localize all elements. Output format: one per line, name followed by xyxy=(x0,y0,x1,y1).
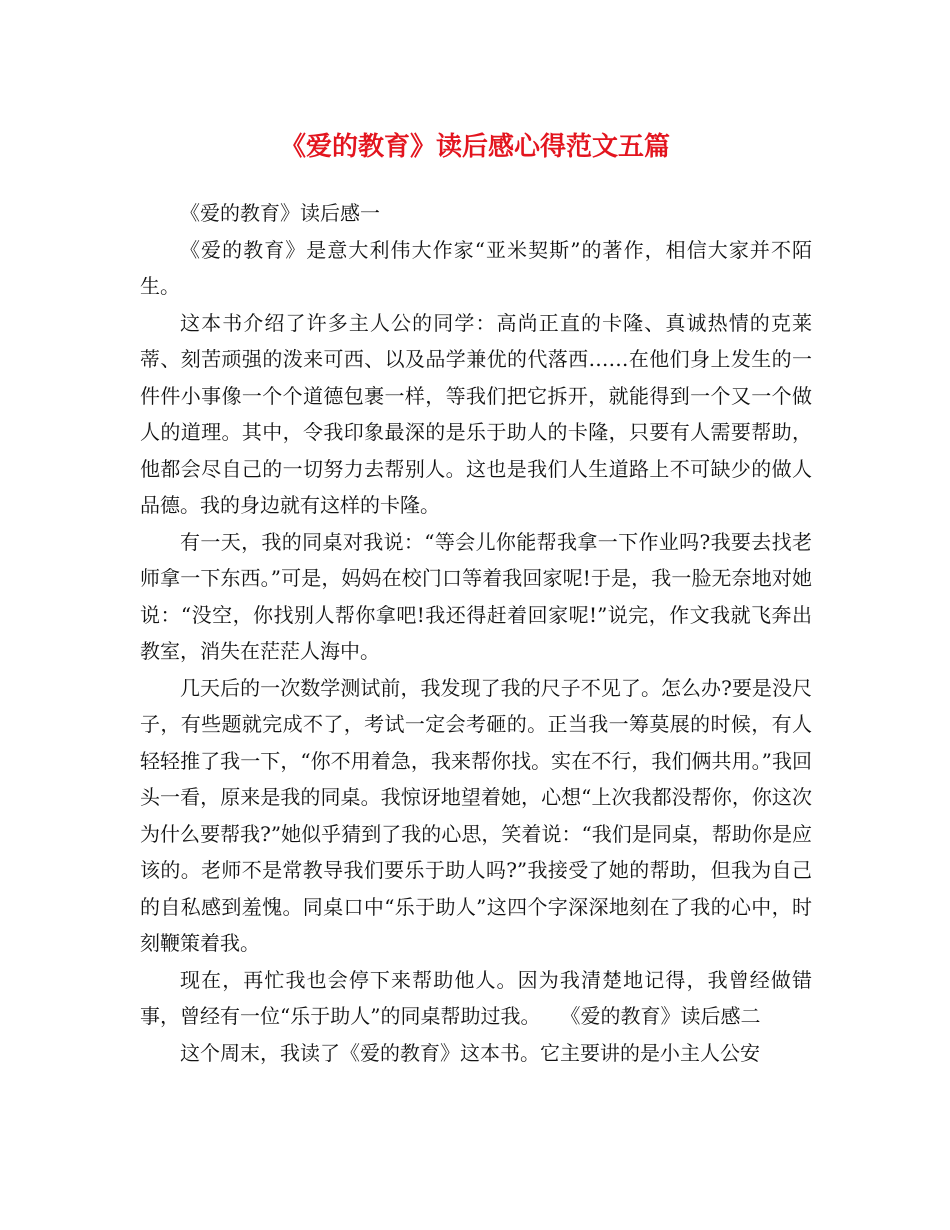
paragraph-4: 有一天，我的同桌对我说：“等会儿你能帮我拿一下作业吗?我要去找老师拿一下东西。”可是，妈妈在校门口等着我回家呢!于是，我一脸无奈地对她说：“没空，你找别人帮你拿吧!我还得赶着回家呢!”说完，作文我就飞奔出教室，消失在茫茫人海中。 xyxy=(140,529,812,663)
paragraph-1: 《爱的教育》读后感一 xyxy=(180,201,380,225)
paragraph-5: 几天后的一次数学测试前，我发现了我的尺子不见了。怎么办?要是没尺子，有些题就完成不了，考试一定会考砸的。正当我一筹莫展的时候，有人轻轻推了我一下，“你不用着急，我来帮你找。实在不行，我们俩共用。”我回头一看，原来是我的同桌。我惊讶地望着她，心想“上次我都没帮你，你这次为什么要帮我?”她似乎猜到了我的心思，笑着说：“我们是同桌，帮助你是应该的。老师不是常教导我们要乐于助人吗?”我接受了她的帮助，但我为自己的自私感到羞愧。同桌口中“乐于助人”这四个字深深地刻在了我的心中，时刻鞭策着我。 xyxy=(140,675,812,955)
paragraph-7: 这个周末，我读了《爱的教育》这本书。它主要讲的是小主人公安 xyxy=(180,1040,760,1065)
paragraph-2: 《爱的教育》是意大利伟大作家“亚米契斯”的著作，相信大家并不陌生。 xyxy=(140,237,812,298)
paragraph-6: 现在，再忙我也会停下来帮助他人。因为我清楚地记得，我曾经做错事，曾经有一位“乐于助人”的同桌帮助过我。 《爱的教育》读后感二 xyxy=(140,967,812,1028)
paragraph-3: 这本书介绍了许多主人公的同学：高尚正直的卡隆、真诚热情的克莱蒂、刻苦顽强的泼来可西、以及品学兼优的代落西……在他们身上发生的一件件小事像一个个道德包裹一样，等我们把它拆开，就能得到一个又一个做人的道理。其中，令我印象最深的是乐于助人的卡隆，只要有人需要帮助，他都会尽自己的一切努力去帮别人。这也是我们人生道路上不可缺少的做人品德。我的身边就有这样的卡隆。 xyxy=(140,310,812,517)
document-body xyxy=(140,195,812,1071)
document-title: 《爱的教育》读后感心得范文五篇 xyxy=(279,132,670,162)
